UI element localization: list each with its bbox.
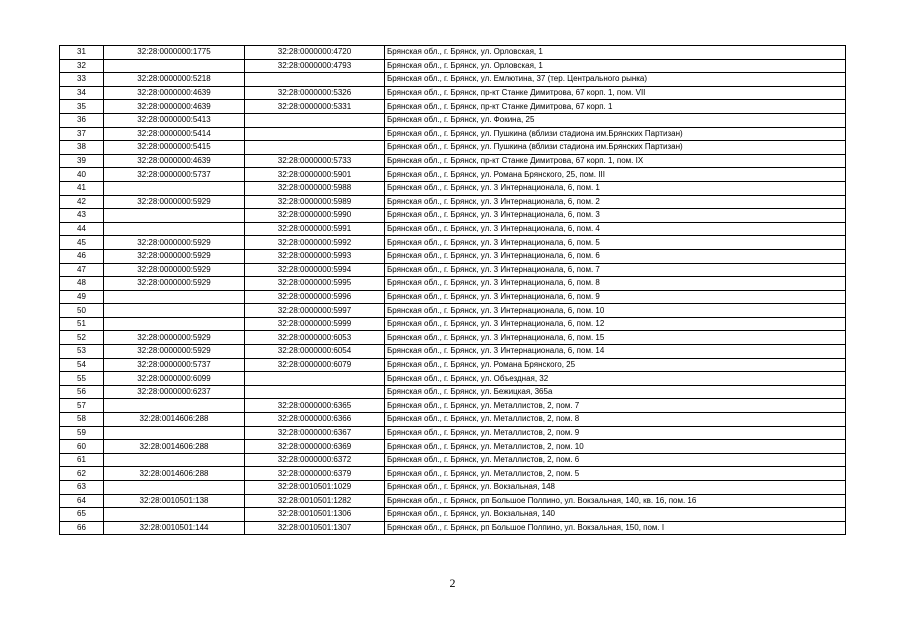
address-cell: Брянская обл., г. Брянск, ул. Емлютина, 37 (тер. Центрального рынка) bbox=[385, 73, 846, 87]
row-number-cell: 31 bbox=[60, 46, 104, 60]
object-cadastral-number-cell bbox=[245, 73, 385, 87]
row-number-cell: 41 bbox=[60, 181, 104, 195]
object-cadastral-number-cell bbox=[245, 141, 385, 155]
object-cadastral-number-cell: 32:28:0000000:6372 bbox=[245, 453, 385, 467]
address-cell: Брянская обл., г. Брянск, ул. Романа Брянского, 25, пом. III bbox=[385, 168, 846, 182]
row-number-cell: 66 bbox=[60, 521, 104, 535]
land-cadastral-number-cell bbox=[104, 181, 245, 195]
land-cadastral-number-cell: 32:28:0000000:1775 bbox=[104, 46, 245, 60]
land-cadastral-number-cell: 32:28:0000000:5737 bbox=[104, 358, 245, 372]
table-row bbox=[60, 113, 846, 127]
table-row bbox=[60, 290, 846, 304]
address-cell: Брянская обл., г. Брянск, ул. Металлистов, 2, пом. 9 bbox=[385, 426, 846, 440]
address-cell: Брянская обл., г. Брянск, ул. 3 Интернационала, 6, пом. 12 bbox=[385, 317, 846, 331]
land-cadastral-number-cell bbox=[104, 453, 245, 467]
table-row bbox=[60, 358, 846, 372]
page-number: 2 bbox=[449, 576, 456, 590]
land-cadastral-number-cell: 32:28:0000000:4639 bbox=[104, 100, 245, 114]
address-cell: Брянская обл., г. Брянск, ул. Объездная, 32 bbox=[385, 372, 846, 386]
table-row bbox=[60, 168, 846, 182]
address-cell: Брянская обл., г. Брянск, ул. Вокзальная, 140 bbox=[385, 508, 846, 522]
object-cadastral-number-cell bbox=[245, 127, 385, 141]
land-cadastral-number-cell bbox=[104, 222, 245, 236]
address-cell: Брянская обл., г. Брянск, ул. 3 Интернационала, 6, пом. 2 bbox=[385, 195, 846, 209]
table-row bbox=[60, 154, 846, 168]
land-cadastral-number-cell: 32:28:0000000:5414 bbox=[104, 127, 245, 141]
row-number-cell: 52 bbox=[60, 331, 104, 345]
address-cell: Брянская обл., г. Брянск, ул. Металлистов, 2, пом. 10 bbox=[385, 440, 846, 454]
land-cadastral-number-cell: 32:28:0000000:5929 bbox=[104, 195, 245, 209]
table-row bbox=[60, 331, 846, 345]
object-cadastral-number-cell: 32:28:0000000:6053 bbox=[245, 331, 385, 345]
address-cell: Брянская обл., г. Брянск, пр-кт Станке Димитрова, 67 корп. 1, пом. VII bbox=[385, 86, 846, 100]
object-cadastral-number-cell: 32:28:0000000:5993 bbox=[245, 249, 385, 263]
row-number-cell: 50 bbox=[60, 304, 104, 318]
address-cell: Брянская обл., г. Брянск, ул. 3 Интернационала, 6, пом. 3 bbox=[385, 209, 846, 223]
object-cadastral-number-cell: 32:28:0000000:6366 bbox=[245, 413, 385, 427]
land-cadastral-number-cell: 32:28:0000000:5415 bbox=[104, 141, 245, 155]
land-cadastral-number-cell: 32:28:0000000:5929 bbox=[104, 249, 245, 263]
object-cadastral-number-cell: 32:28:0000000:6367 bbox=[245, 426, 385, 440]
land-cadastral-number-cell: 32:28:0000000:5218 bbox=[104, 73, 245, 87]
row-number-cell: 47 bbox=[60, 263, 104, 277]
object-cadastral-number-cell: 32:28:0010501:1307 bbox=[245, 521, 385, 535]
row-number-cell: 57 bbox=[60, 399, 104, 413]
row-number-cell: 49 bbox=[60, 290, 104, 304]
object-cadastral-number-cell: 32:28:0010501:1306 bbox=[245, 508, 385, 522]
land-cadastral-number-cell: 32:28:0000000:6099 bbox=[104, 372, 245, 386]
land-cadastral-number-cell: 32:28:0000000:5929 bbox=[104, 345, 245, 359]
object-cadastral-number-cell: 32:28:0000000:5994 bbox=[245, 263, 385, 277]
row-number-cell: 53 bbox=[60, 345, 104, 359]
land-cadastral-number-cell: 32:28:0000000:5413 bbox=[104, 113, 245, 127]
object-cadastral-number-cell: 32:28:0000000:5989 bbox=[245, 195, 385, 209]
table-row bbox=[60, 453, 846, 467]
address-cell: Брянская обл., г. Брянск, пр-кт Станке Димитрова, 67 корп. 1 bbox=[385, 100, 846, 114]
table-row bbox=[60, 249, 846, 263]
table-body bbox=[60, 46, 846, 535]
object-cadastral-number-cell: 32:28:0000000:5331 bbox=[245, 100, 385, 114]
address-cell: Брянская обл., г. Брянск, ул. 3 Интернационала, 6, пом. 15 bbox=[385, 331, 846, 345]
land-cadastral-number-cell: 32:28:0000000:6237 bbox=[104, 385, 245, 399]
address-cell: Брянская обл., г. Брянск, ул. 3 Интернационала, 6, пом. 1 bbox=[385, 181, 846, 195]
row-number-cell: 58 bbox=[60, 413, 104, 427]
object-cadastral-number-cell: 32:28:0000000:6369 bbox=[245, 440, 385, 454]
land-cadastral-number-cell bbox=[104, 317, 245, 331]
row-number-cell: 33 bbox=[60, 73, 104, 87]
address-cell: Брянская обл., г. Брянск, ул. 3 Интернационала, 6, пом. 4 bbox=[385, 222, 846, 236]
object-cadastral-number-cell: 32:28:0010501:1282 bbox=[245, 494, 385, 508]
object-cadastral-number-cell: 32:28:0000000:6079 bbox=[245, 358, 385, 372]
table-row bbox=[60, 263, 846, 277]
land-cadastral-number-cell: 32:28:0000000:5737 bbox=[104, 168, 245, 182]
row-number-cell: 56 bbox=[60, 385, 104, 399]
land-cadastral-number-cell bbox=[104, 290, 245, 304]
row-number-cell: 39 bbox=[60, 154, 104, 168]
land-cadastral-number-cell: 32:28:0000000:5929 bbox=[104, 236, 245, 250]
row-number-cell: 32 bbox=[60, 59, 104, 73]
land-cadastral-number-cell: 32:28:0010501:144 bbox=[104, 521, 245, 535]
table-row bbox=[60, 494, 846, 508]
row-number-cell: 42 bbox=[60, 195, 104, 209]
table-row bbox=[60, 413, 846, 427]
table-row bbox=[60, 372, 846, 386]
row-number-cell: 48 bbox=[60, 277, 104, 291]
land-cadastral-number-cell bbox=[104, 508, 245, 522]
address-cell: Брянская обл., г. Брянск, ул. 3 Интернационала, 6, пом. 9 bbox=[385, 290, 846, 304]
row-number-cell: 59 bbox=[60, 426, 104, 440]
row-number-cell: 45 bbox=[60, 236, 104, 250]
land-cadastral-number-cell bbox=[104, 209, 245, 223]
table-row bbox=[60, 317, 846, 331]
table-row bbox=[60, 426, 846, 440]
land-cadastral-number-cell: 32:28:0014606:288 bbox=[104, 440, 245, 454]
row-number-cell: 38 bbox=[60, 141, 104, 155]
land-cadastral-number-cell bbox=[104, 59, 245, 73]
land-cadastral-number-cell: 32:28:0000000:5929 bbox=[104, 331, 245, 345]
object-cadastral-number-cell: 32:28:0000000:4720 bbox=[245, 46, 385, 60]
land-cadastral-number-cell: 32:28:0014606:288 bbox=[104, 413, 245, 427]
object-cadastral-number-cell: 32:28:0000000:5992 bbox=[245, 236, 385, 250]
table-row bbox=[60, 46, 846, 60]
object-cadastral-number-cell: 32:28:0010501:1029 bbox=[245, 481, 385, 495]
object-cadastral-number-cell: 32:28:0000000:5999 bbox=[245, 317, 385, 331]
object-cadastral-number-cell: 32:28:0000000:5991 bbox=[245, 222, 385, 236]
table-row bbox=[60, 304, 846, 318]
table-row bbox=[60, 59, 846, 73]
table-row bbox=[60, 222, 846, 236]
address-cell: Брянская обл., г. Брянск, ул. 3 Интернационала, 6, пом. 6 bbox=[385, 249, 846, 263]
address-cell: Брянская обл., г. Брянск, ул. Романа Брянского, 25 bbox=[385, 358, 846, 372]
object-cadastral-number-cell: 32:28:0000000:6054 bbox=[245, 345, 385, 359]
land-cadastral-number-cell bbox=[104, 399, 245, 413]
table-row bbox=[60, 100, 846, 114]
row-number-cell: 46 bbox=[60, 249, 104, 263]
table-row bbox=[60, 277, 846, 291]
table-row bbox=[60, 73, 846, 87]
land-cadastral-number-cell bbox=[104, 481, 245, 495]
object-cadastral-number-cell: 32:28:0000000:5901 bbox=[245, 168, 385, 182]
object-cadastral-number-cell: 32:28:0000000:5997 bbox=[245, 304, 385, 318]
object-cadastral-number-cell: 32:28:0000000:5996 bbox=[245, 290, 385, 304]
address-cell: Брянская обл., г. Брянск, ул. Пушкина (вблизи стадиона им.Брянских Партизан) bbox=[385, 141, 846, 155]
address-cell: Брянская обл., г. Брянск, ул. Металлистов, 2, пом. 7 bbox=[385, 399, 846, 413]
land-cadastral-number-cell: 32:28:0000000:4639 bbox=[104, 154, 245, 168]
land-cadastral-number-cell: 32:28:0010501:138 bbox=[104, 494, 245, 508]
table-row bbox=[60, 481, 846, 495]
row-number-cell: 44 bbox=[60, 222, 104, 236]
row-number-cell: 36 bbox=[60, 113, 104, 127]
address-cell: Брянская обл., г. Брянск, ул. Металлистов, 2, пом. 8 bbox=[385, 413, 846, 427]
table-row bbox=[60, 345, 846, 359]
row-number-cell: 51 bbox=[60, 317, 104, 331]
address-cell: Брянская обл., г. Брянск, ул. Вокзальная, 148 bbox=[385, 481, 846, 495]
row-number-cell: 63 bbox=[60, 481, 104, 495]
land-cadastral-number-cell bbox=[104, 304, 245, 318]
table-row bbox=[60, 195, 846, 209]
row-number-cell: 34 bbox=[60, 86, 104, 100]
row-number-cell: 65 bbox=[60, 508, 104, 522]
address-cell: Брянская обл., г. Брянск, рп Большое Полпино, ул. Вокзальная, 140, кв. 16, пом. 16 bbox=[385, 494, 846, 508]
table-row bbox=[60, 127, 846, 141]
address-cell: Брянская обл., г. Брянск, ул. Металлистов, 2, пом. 5 bbox=[385, 467, 846, 481]
object-cadastral-number-cell: 32:28:0000000:6379 bbox=[245, 467, 385, 481]
row-number-cell: 43 bbox=[60, 209, 104, 223]
table-row bbox=[60, 399, 846, 413]
table-row bbox=[60, 209, 846, 223]
land-cadastral-number-cell: 32:28:0000000:5929 bbox=[104, 277, 245, 291]
table-row bbox=[60, 86, 846, 100]
table-row bbox=[60, 440, 846, 454]
table-row bbox=[60, 236, 846, 250]
address-cell: Брянская обл., г. Брянск, ул. 3 Интернационала, 6, пом. 8 bbox=[385, 277, 846, 291]
object-cadastral-number-cell: 32:28:0000000:5995 bbox=[245, 277, 385, 291]
row-number-cell: 61 bbox=[60, 453, 104, 467]
object-cadastral-number-cell: 32:28:0000000:4793 bbox=[245, 59, 385, 73]
table-row bbox=[60, 467, 846, 481]
table-row bbox=[60, 385, 846, 399]
address-cell: Брянская обл., г. Брянск, ул. 3 Интернационала, 6, пом. 10 bbox=[385, 304, 846, 318]
address-cell: Брянская обл., г. Брянск, ул. 3 Интернационала, 6, пом. 7 bbox=[385, 263, 846, 277]
address-cell: Брянская обл., г. Брянск, пр-кт Станке Димитрова, 67 корп. 1, пом. IX bbox=[385, 154, 846, 168]
row-number-cell: 54 bbox=[60, 358, 104, 372]
land-cadastral-number-cell: 32:28:0000000:5929 bbox=[104, 263, 245, 277]
address-cell: Брянская обл., г. Брянск, ул. 3 Интернационала, 6, пом. 5 bbox=[385, 236, 846, 250]
row-number-cell: 62 bbox=[60, 467, 104, 481]
object-cadastral-number-cell: 32:28:0000000:6365 bbox=[245, 399, 385, 413]
address-cell: Брянская обл., г. Брянск, ул. Фокина, 25 bbox=[385, 113, 846, 127]
object-cadastral-number-cell bbox=[245, 385, 385, 399]
row-number-cell: 64 bbox=[60, 494, 104, 508]
object-cadastral-number-cell: 32:28:0000000:5990 bbox=[245, 209, 385, 223]
address-cell: Брянская обл., г. Брянск, ул. Металлистов, 2, пом. 6 bbox=[385, 453, 846, 467]
land-cadastral-number-cell: 32:28:0014606:288 bbox=[104, 467, 245, 481]
cadastral-table bbox=[59, 45, 846, 535]
row-number-cell: 60 bbox=[60, 440, 104, 454]
table-row bbox=[60, 508, 846, 522]
address-cell: Брянская обл., г. Брянск, ул. Бежицкая, 365а bbox=[385, 385, 846, 399]
object-cadastral-number-cell: 32:28:0000000:5326 bbox=[245, 86, 385, 100]
address-cell: Брянская обл., г. Брянск, рп Большое Полпино, ул. Вокзальная, 150, пом. I bbox=[385, 521, 846, 535]
row-number-cell: 40 bbox=[60, 168, 104, 182]
row-number-cell: 55 bbox=[60, 372, 104, 386]
address-cell: Брянская обл., г. Брянск, ул. 3 Интернационала, 6, пом. 14 bbox=[385, 345, 846, 359]
land-cadastral-number-cell bbox=[104, 426, 245, 440]
table-row bbox=[60, 141, 846, 155]
address-cell: Брянская обл., г. Брянск, ул. Пушкина (вблизи стадиона им.Брянских Партизан) bbox=[385, 127, 846, 141]
object-cadastral-number-cell: 32:28:0000000:5988 bbox=[245, 181, 385, 195]
table-row bbox=[60, 181, 846, 195]
object-cadastral-number-cell bbox=[245, 113, 385, 127]
address-cell: Брянская обл., г. Брянск, ул. Орловская, 1 bbox=[385, 59, 846, 73]
object-cadastral-number-cell bbox=[245, 372, 385, 386]
address-cell: Брянская обл., г. Брянск, ул. Орловская, 1 bbox=[385, 46, 846, 60]
land-cadastral-number-cell: 32:28:0000000:4639 bbox=[104, 86, 245, 100]
table-row bbox=[60, 521, 846, 535]
row-number-cell: 37 bbox=[60, 127, 104, 141]
row-number-cell: 35 bbox=[60, 100, 104, 114]
object-cadastral-number-cell: 32:28:0000000:5733 bbox=[245, 154, 385, 168]
